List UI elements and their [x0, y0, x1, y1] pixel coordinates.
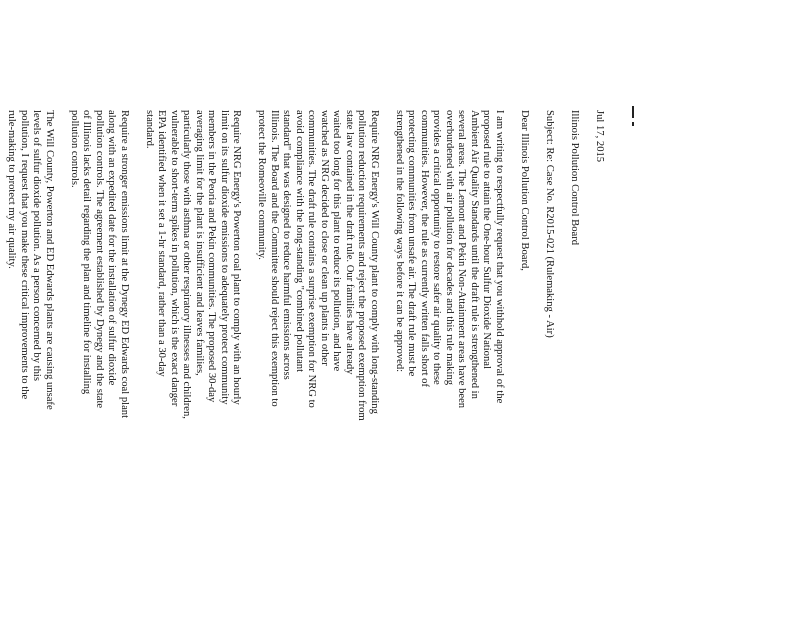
paragraph-line: members in the Peoria and Pekin communities. The proposed 30-day — [206, 110, 218, 403]
paragraph-line: Ambient Air Quality Standards until the draft rule is strengthened in — [469, 110, 480, 399]
paragraph-line: of Illinois lacks detail regarding the plan and timeline for installing — [81, 110, 93, 395]
paragraph-line: pollution controls. The agreement established by Dynegy and the state — [94, 110, 105, 409]
paragraph-line: particularly those with asthma or other respiratory illnesses and children, — [181, 110, 193, 419]
page-corner-mark — [632, 106, 634, 118]
paragraph-withhold-approval — [393, 110, 506, 580]
paragraph-powerton — [143, 110, 243, 580]
paragraph-line: pollution reduction requirements and reject the proposed exemption from — [356, 110, 368, 421]
paragraph-line: communities. The draft rule contains a surprise exemption for NRG to — [306, 110, 318, 408]
page-corner-mark-small — [632, 122, 634, 126]
paragraph-will-county — [255, 110, 380, 580]
paragraph-line: standard. — [144, 110, 155, 149]
paragraph-line: avoid compliance with the long-standing "combined pollutant — [294, 110, 305, 373]
paragraph-line: Require NRG Energy's Powerton coal plant to comply with an hourly — [231, 110, 243, 405]
paragraph-line: levels of sulfur dioxide pollution. As a person concerned by this — [31, 110, 43, 381]
paragraph-line: communities. However, the rule as currently written falls short of — [419, 110, 430, 387]
paragraph-line: Require a stronger emissions limit at the Dynegy ED Edwards coal plant — [119, 110, 130, 419]
paragraph-line: averaging limit for the plant is insufficient and leaves families, — [194, 110, 205, 376]
paragraph-line: standard" that was designed to reduce harmful emissions across — [281, 110, 293, 380]
letter-subject: Subject: Re: Case No. R2015-021 (Rulemaking - Air) — [544, 110, 555, 338]
paragraph-line: rule-making to protect my air quality. — [6, 110, 18, 269]
paragraph-line: pollution, I request that you make these critical improvements to the — [19, 110, 30, 400]
paragraph-line: overburdened with air pollution for decades and this rule making — [444, 110, 455, 386]
paragraph-line: The Will County, Powerton and ED Edwards plants are causing unsafe — [44, 110, 55, 410]
paragraph-line: pollution controls. — [69, 110, 80, 188]
letter-recipient: Illinois Pollution Control Board — [569, 110, 580, 246]
paragraph-line: several areas. The Lemont and Pekin Non-Attainment areas have been — [456, 110, 468, 409]
paragraph-conclusion — [5, 110, 55, 580]
paragraph-line: limit on its sulfur dioxide emissions to adequately protect community — [219, 110, 230, 405]
paragraph-line: proposed rule to attain the One-hour Sulfur Dioxide National — [481, 110, 493, 369]
paragraph-line: Illinois. The Board and the Committee should reject this exemption to — [269, 110, 280, 407]
letter-salutation: Dear Illinois Pollution Control Board, — [519, 110, 530, 271]
letter-date: Jul 17, 2015 — [594, 110, 605, 163]
paragraph-line: protecting communities from unsafe air. The draft rule must be — [406, 110, 418, 377]
paragraph-line: along with an expedited date for the installation of sulfur dioxide — [106, 110, 118, 386]
paragraph-line: state law contained in the draft rule. Our families have already — [344, 110, 355, 375]
paragraph-line: I am writing to respectfully request that you withhold approval of the — [494, 110, 505, 404]
paragraph-line: provides a critical opportunity to restore safer air quality to these — [431, 110, 443, 385]
paragraph-line: EPA identified when it set a 1-hr standard, rather than a 30-day — [156, 110, 168, 377]
paragraph-line: strengthened in the following ways before it can be approved: — [394, 110, 405, 373]
paragraph-line: watched as NRG decided to close or clean up plants in other — [319, 110, 330, 366]
paragraph-line: protect the Romeoville community. — [256, 110, 268, 260]
paragraph-line: Require NRG Energy's Will County plant to comply with long-standing — [369, 110, 380, 414]
letter-body — [0, 110, 605, 580]
paragraph-ed-edwards — [68, 110, 131, 580]
paragraph-line: waited too long for this plant to reduce its pollution, and have — [331, 110, 343, 372]
paragraph-line: vulnerable to short-term spikes in pollution, which is the exact danger — [169, 110, 180, 407]
